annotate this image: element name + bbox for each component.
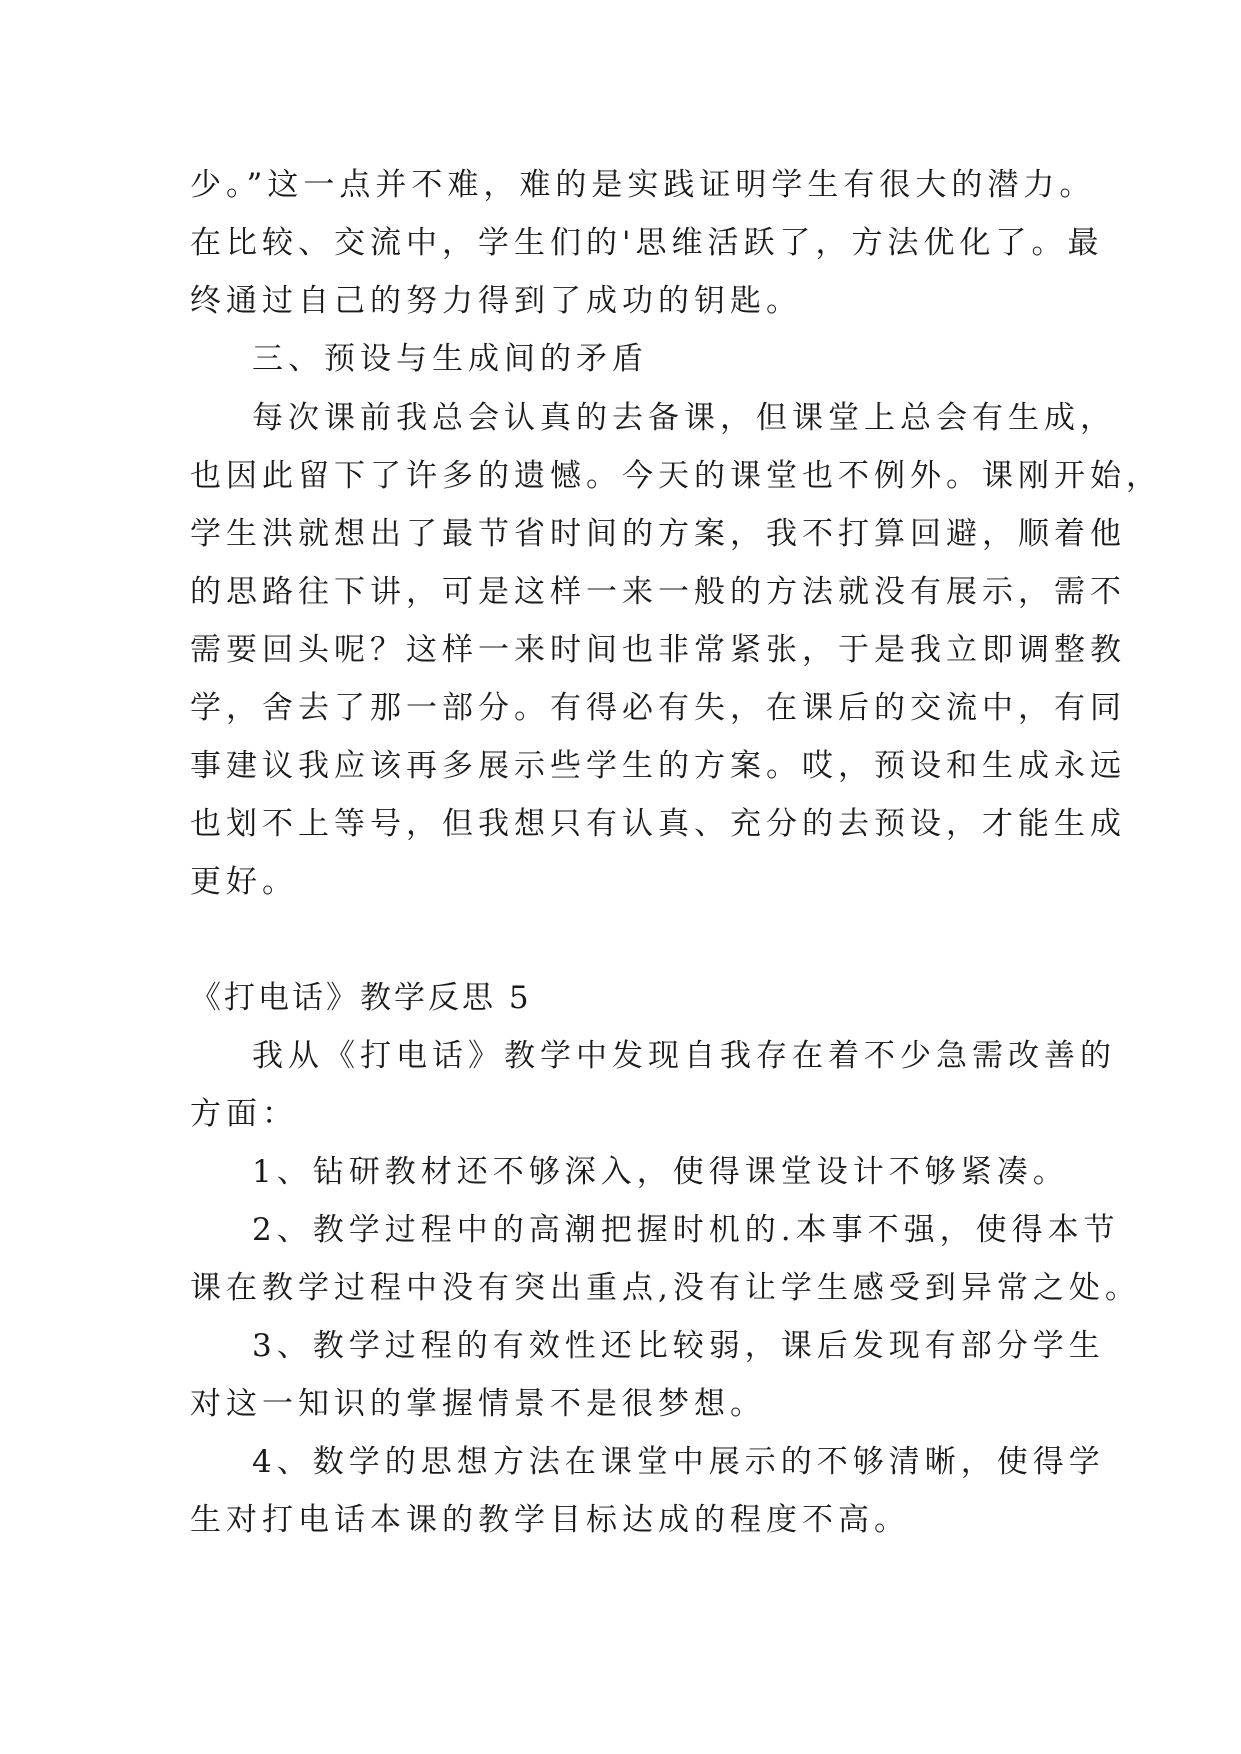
text-line: 学生洪就想出了最节省时间的方案，我不打算回避，顺着他 [190,516,1126,552]
text-line: 我从《打电话》教学中发现自我存在着不少急需改善的 [252,1038,1116,1074]
list-item: 2、教学过程中的高潮把握时机的.本事不强，使得本节 [252,1212,1120,1248]
text-line: 方面： [190,1096,298,1132]
list-item: 4、数学的思想方法在课堂中展示的不够清晰，使得学 [252,1444,1105,1480]
article-title: 《打电话》教学反思 5 [190,980,532,1016]
text-line: 终通过自己的努力得到了成功的钥匙。 [190,283,802,319]
list-item: 3、教学过程的有效性还比较弱，课后发现有部分学生 [252,1328,1105,1364]
text-line: 的思路往下讲，可是这样一来一般的方法就没有展示，需不 [190,574,1126,610]
text-line: 少。”这一点并不难，难的是实践证明学生有很大的潜力。 [190,167,1096,203]
section-heading: 三、预设与生成间的矛盾 [252,341,648,377]
text-line: 生对打电话本课的教学目标达成的程度不高。 [190,1502,910,1538]
text-line: 更好。 [190,864,298,900]
text-line: 在比较、交流中，学生们的'思维活跃了，方法优化了。最 [190,225,1104,261]
text-line: 课在教学过程中没有突出重点,没有让学生感受到异常之处。 [190,1270,1141,1306]
text-line: 需要回头呢？这样一来时间也非常紧张，于是我立即调整教 [190,632,1126,668]
text-line: 事建议我应该再多展示些学生的方案。哎，预设和生成永远 [190,748,1126,784]
text-line: 也因此留下了许多的遗憾。今天的课堂也不例外。课刚开始， [190,458,1162,494]
text-line: 每次课前我总会认真的去备课，但课堂上总会有生成， [252,400,1116,436]
text-line: 对这一知识的掌握情景不是很梦想。 [190,1386,766,1422]
text-line: 学，舍去了那一部分。有得必有失，在课后的交流中，有同 [190,690,1126,726]
text-line: 也划不上等号，但我想只有认真、充分的去预设，才能生成 [190,806,1126,842]
list-item: 1、钻研教材还不够深入，使得课堂设计不够紧凑。 [252,1154,1069,1190]
